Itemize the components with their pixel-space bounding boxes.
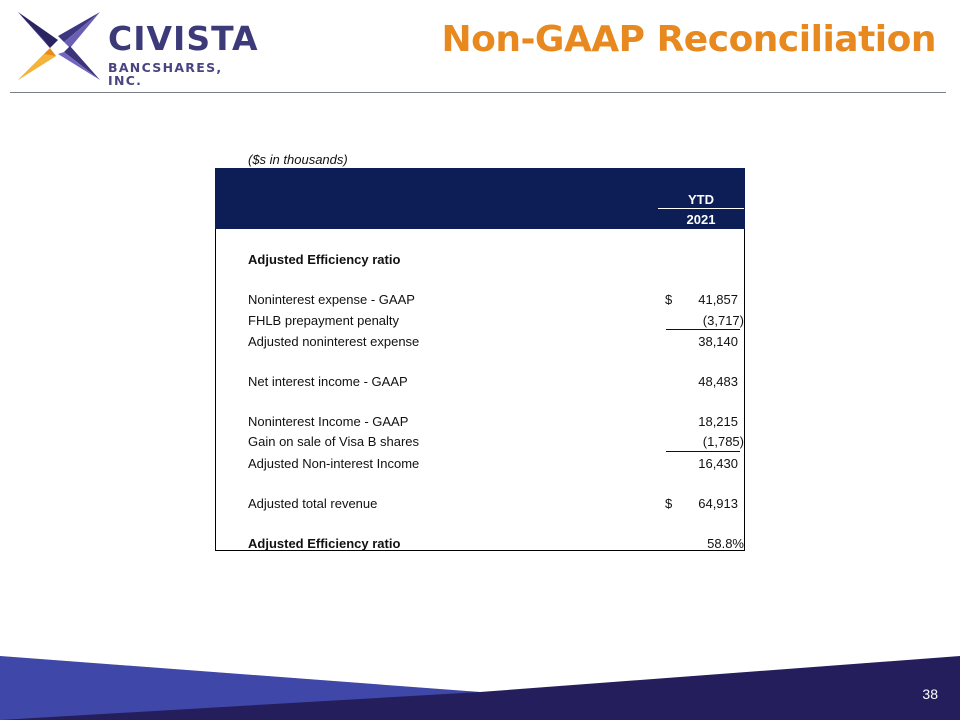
table-row-label: Adjusted Efficiency ratio xyxy=(248,536,401,551)
logo-subtitle: BANCSHARES, INC. xyxy=(108,60,223,88)
table-row-value: 64,913 xyxy=(698,496,738,511)
table-row-label: Gain on sale of Visa B shares xyxy=(248,434,420,449)
table-row-value: 48,483 xyxy=(698,374,738,389)
header-divider xyxy=(10,92,946,93)
page-title: Non-GAAP Reconciliation xyxy=(441,19,936,60)
table-row-label: Adjusted noninterest expense xyxy=(248,334,420,349)
column-header-period: YTD xyxy=(688,192,714,207)
column-header-year: 2021 xyxy=(686,212,716,227)
compass-star-logo-icon xyxy=(14,10,104,82)
page-number: 38 xyxy=(922,686,938,702)
table-row-value: 58.8% xyxy=(707,536,744,551)
table-row-label: FHLB prepayment penalty xyxy=(248,313,400,328)
table-row-label: Noninterest Income - GAAP xyxy=(248,414,409,429)
table-row-label: Noninterest expense - GAAP xyxy=(248,292,415,307)
table-row-label: Net interest income - GAAP xyxy=(248,374,408,389)
footer-band xyxy=(0,656,960,720)
table-row-value: (1,785) xyxy=(702,434,744,449)
subtotal-underline xyxy=(666,451,740,452)
table-row-value: 41,857 xyxy=(698,292,738,307)
column-header-rule xyxy=(658,208,744,209)
table-row-label: Adjusted Non-interest Income xyxy=(248,456,420,471)
civista-logo xyxy=(10,10,259,88)
table-row-label: Adjusted total revenue xyxy=(248,496,378,511)
logo-name: CIVISTA xyxy=(108,19,259,58)
units-note: ($s in thousands) xyxy=(248,152,348,167)
table-row-value: 38,140 xyxy=(698,334,738,349)
subtotal-underline xyxy=(666,329,740,330)
currency-symbol: $ xyxy=(665,292,673,307)
table-row-value: 16,430 xyxy=(698,456,738,471)
currency-symbol: $ xyxy=(665,496,673,511)
table-row-value: (3,717) xyxy=(702,313,744,328)
section-title: Adjusted Efficiency ratio xyxy=(248,252,401,267)
table-row-value: 18,215 xyxy=(698,414,738,429)
